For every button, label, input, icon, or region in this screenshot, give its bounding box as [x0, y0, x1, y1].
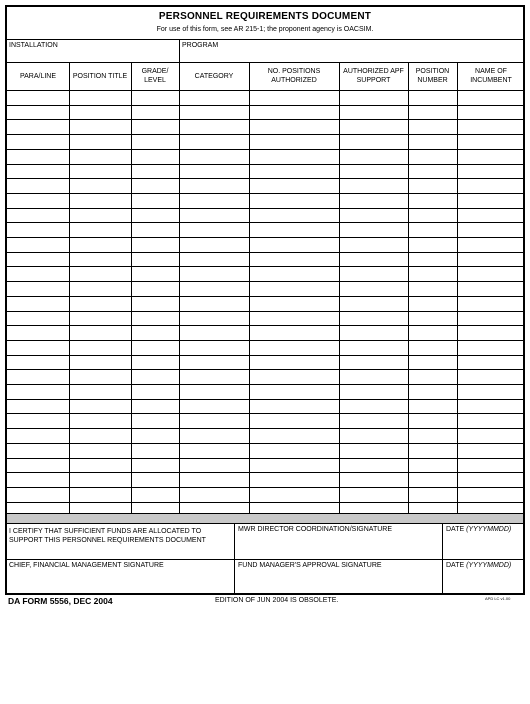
- table-cell[interactable]: [131, 252, 179, 267]
- table-cell[interactable]: [7, 178, 69, 193]
- certify-text: I CERTIFY THAT SUFFICIENT FUNDS ARE ALLOCATED TO SUPPORT THIS PERSONNEL REQUIREMENTS DOCUMENT: [9, 528, 206, 544]
- mwr-label: MWR DIRECTOR COORDINATION/SIGNATURE: [238, 526, 392, 533]
- table-cell[interactable]: [131, 134, 179, 149]
- table-cell[interactable]: [7, 252, 69, 267]
- table-cell[interactable]: [249, 458, 339, 473]
- table-cell[interactable]: [408, 252, 457, 267]
- table-cell[interactable]: [179, 443, 249, 458]
- table-cell[interactable]: [179, 487, 249, 502]
- table-cell[interactable]: [249, 266, 339, 281]
- table-cell[interactable]: [7, 369, 69, 384]
- column-header: AUTHORIZED APF SUPPORT: [343, 68, 404, 84]
- table-cell[interactable]: [249, 355, 339, 370]
- form-title: PERSONNEL REQUIREMENTS DOCUMENT: [158, 11, 372, 22]
- table-cell[interactable]: [457, 222, 525, 237]
- table-cell[interactable]: [408, 296, 457, 311]
- table-cell[interactable]: [69, 178, 131, 193]
- table-cell[interactable]: [7, 222, 69, 237]
- table-cell[interactable]: [457, 105, 525, 120]
- table-cell[interactable]: [69, 413, 131, 428]
- form-subtitle: For use of this form, see AR 215-1; the proponent agency is OACSIM.: [156, 26, 374, 33]
- table-cell[interactable]: [457, 428, 525, 443]
- table-cell[interactable]: [457, 311, 525, 326]
- table-cell[interactable]: [179, 178, 249, 193]
- table-cell[interactable]: [457, 237, 525, 252]
- table-cell[interactable]: [69, 296, 131, 311]
- table-cell[interactable]: [457, 458, 525, 473]
- table-cell[interactable]: [457, 266, 525, 281]
- table-cell[interactable]: [179, 413, 249, 428]
- table-cell[interactable]: [69, 134, 131, 149]
- table-cell[interactable]: [339, 487, 408, 502]
- column-header: POSITION TITLE: [72, 72, 128, 80]
- table-cell[interactable]: [249, 119, 339, 134]
- table-cell[interactable]: [131, 193, 179, 208]
- table-cell[interactable]: [249, 281, 339, 296]
- table-cell[interactable]: [457, 90, 525, 105]
- table-cell[interactable]: [69, 164, 131, 179]
- table-cell[interactable]: [249, 413, 339, 428]
- date-label-text: DATE: [446, 526, 465, 533]
- table-cell[interactable]: [339, 311, 408, 326]
- table-cell[interactable]: [179, 266, 249, 281]
- table-cell[interactable]: [179, 164, 249, 179]
- table-cell[interactable]: [457, 443, 525, 458]
- table-cell[interactable]: [69, 472, 131, 487]
- table-cell[interactable]: [339, 281, 408, 296]
- table-cell[interactable]: [249, 149, 339, 164]
- table-cell[interactable]: [408, 340, 457, 355]
- table-cell[interactable]: [179, 399, 249, 414]
- table-cell[interactable]: [457, 355, 525, 370]
- column-header: POSITION NUMBER: [415, 68, 450, 84]
- table-cell[interactable]: [131, 311, 179, 326]
- table-cell[interactable]: [69, 443, 131, 458]
- table-cell[interactable]: [179, 428, 249, 443]
- table-cell[interactable]: [131, 413, 179, 428]
- column-header: NO. POSITIONS AUTHORIZED: [267, 68, 321, 84]
- table-cell[interactable]: [69, 208, 131, 223]
- column-header: GRADE/ LEVEL: [141, 68, 169, 84]
- table-cell[interactable]: [7, 119, 69, 134]
- table-cell[interactable]: [7, 134, 69, 149]
- table-cell[interactable]: [339, 340, 408, 355]
- table-cell[interactable]: [249, 164, 339, 179]
- table-cell[interactable]: [339, 443, 408, 458]
- table-cell[interactable]: [69, 237, 131, 252]
- table-cell[interactable]: [69, 340, 131, 355]
- table-cell[interactable]: [179, 296, 249, 311]
- table-cell[interactable]: [249, 325, 339, 340]
- table-cell[interactable]: [249, 428, 339, 443]
- table-cell[interactable]: [408, 443, 457, 458]
- date-format: (YYYYMMDD): [466, 562, 512, 569]
- table-cell[interactable]: [131, 266, 179, 281]
- table-cell[interactable]: [69, 193, 131, 208]
- table-cell[interactable]: [69, 458, 131, 473]
- table-cell[interactable]: [131, 164, 179, 179]
- table-cell[interactable]: [7, 266, 69, 281]
- personnel-requirements-form: [5, 5, 525, 595]
- table-cell[interactable]: [69, 90, 131, 105]
- table-cell[interactable]: [179, 384, 249, 399]
- table-cell[interactable]: [249, 252, 339, 267]
- table-cell[interactable]: [7, 487, 69, 502]
- version-label: APD LC v1.00: [485, 596, 511, 601]
- table-cell[interactable]: [179, 119, 249, 134]
- table-cell[interactable]: [408, 208, 457, 223]
- table-cell[interactable]: [249, 90, 339, 105]
- table-cell[interactable]: [339, 355, 408, 370]
- table-cell[interactable]: [457, 178, 525, 193]
- table-cell[interactable]: [339, 266, 408, 281]
- table-cell[interactable]: [179, 193, 249, 208]
- mwr-signature-field[interactable]: [236, 524, 443, 559]
- table-cell[interactable]: [339, 222, 408, 237]
- table-cell[interactable]: [457, 413, 525, 428]
- table-cell[interactable]: [249, 487, 339, 502]
- table-cell[interactable]: [408, 193, 457, 208]
- table-cell[interactable]: [457, 252, 525, 267]
- table-cell[interactable]: [249, 178, 339, 193]
- program-field[interactable]: [180, 40, 525, 62]
- form-id: DA FORM 5556, DEC 2004: [8, 596, 113, 606]
- table-cell[interactable]: [339, 164, 408, 179]
- date-label: [446, 526, 511, 535]
- table-cell[interactable]: [339, 90, 408, 105]
- table-cell[interactable]: [408, 105, 457, 120]
- table-cell[interactable]: [131, 487, 179, 502]
- table-cell[interactable]: [249, 237, 339, 252]
- table-cell[interactable]: [7, 311, 69, 326]
- installation-label: INSTALLATION: [9, 42, 58, 49]
- table-cell[interactable]: [7, 384, 69, 399]
- separator-band: [7, 513, 523, 524]
- table-cell[interactable]: [339, 178, 408, 193]
- table-cell[interactable]: [249, 193, 339, 208]
- chief-signature-field[interactable]: [7, 560, 235, 595]
- edition-note: EDITION OF JUN 2004 IS OBSOLETE.: [215, 597, 339, 604]
- table-cell[interactable]: [249, 208, 339, 223]
- table-cell[interactable]: [69, 311, 131, 326]
- table-cell[interactable]: [131, 369, 179, 384]
- table-cell[interactable]: [179, 325, 249, 340]
- table-cell[interactable]: [339, 384, 408, 399]
- table-cell[interactable]: [7, 472, 69, 487]
- table-cell[interactable]: [7, 105, 69, 120]
- table-cell[interactable]: [69, 355, 131, 370]
- table-cell[interactable]: [457, 164, 525, 179]
- table-cell[interactable]: [457, 340, 525, 355]
- table-cell[interactable]: [131, 355, 179, 370]
- table-cell[interactable]: [408, 266, 457, 281]
- table-cell[interactable]: [179, 208, 249, 223]
- table-cell[interactable]: [131, 237, 179, 252]
- table-cell[interactable]: [179, 105, 249, 120]
- chief-label: CHIEF, FINANCIAL MANAGEMENT SIGNATURE: [9, 562, 164, 569]
- table-cell[interactable]: [69, 119, 131, 134]
- table-cell[interactable]: [457, 208, 525, 223]
- table-cell[interactable]: [408, 149, 457, 164]
- table-cell[interactable]: [131, 90, 179, 105]
- table-cell[interactable]: [179, 311, 249, 326]
- table-cell[interactable]: [179, 134, 249, 149]
- table-cell[interactable]: [408, 164, 457, 179]
- table-cell[interactable]: [69, 266, 131, 281]
- column-header: CATEGORY: [194, 72, 234, 80]
- table-cell[interactable]: [408, 413, 457, 428]
- table-cell[interactable]: [7, 413, 69, 428]
- table-cell[interactable]: [69, 105, 131, 120]
- date-format: (YYYYMMDD): [466, 526, 512, 533]
- table-cell[interactable]: [408, 134, 457, 149]
- table-cell[interactable]: [179, 252, 249, 267]
- table-cell[interactable]: [7, 325, 69, 340]
- table-cell[interactable]: [131, 325, 179, 340]
- table-cell[interactable]: [131, 384, 179, 399]
- table-cell[interactable]: [7, 164, 69, 179]
- table-cell[interactable]: [339, 208, 408, 223]
- table-cell[interactable]: [131, 105, 179, 120]
- table-cell[interactable]: [249, 105, 339, 120]
- date-label: [446, 562, 511, 571]
- table-cell[interactable]: [339, 252, 408, 267]
- table-cell[interactable]: [408, 325, 457, 340]
- table-cell[interactable]: [339, 193, 408, 208]
- table-cell[interactable]: [179, 472, 249, 487]
- table-cell[interactable]: [131, 340, 179, 355]
- table-cell[interactable]: [179, 458, 249, 473]
- table-cell[interactable]: [69, 281, 131, 296]
- table-cell[interactable]: [339, 413, 408, 428]
- table-cell[interactable]: [339, 428, 408, 443]
- table-cell[interactable]: [179, 281, 249, 296]
- table-cell[interactable]: [69, 325, 131, 340]
- table-cell[interactable]: [339, 458, 408, 473]
- fund-manager-label: FUND MANAGER'S APPROVAL SIGNATURE: [238, 562, 382, 569]
- table-cell[interactable]: [457, 369, 525, 384]
- table-cell[interactable]: [131, 119, 179, 134]
- table-cell[interactable]: [7, 355, 69, 370]
- table-cell[interactable]: [7, 237, 69, 252]
- table-cell[interactable]: [7, 193, 69, 208]
- table-cell[interactable]: [7, 399, 69, 414]
- table-cell[interactable]: [131, 399, 179, 414]
- column-header: PARA/LINE: [19, 72, 57, 80]
- table-cell[interactable]: [457, 281, 525, 296]
- table-cell[interactable]: [131, 296, 179, 311]
- table-cell[interactable]: [457, 325, 525, 340]
- table-cell[interactable]: [249, 399, 339, 414]
- table-cell[interactable]: [131, 443, 179, 458]
- table-cell[interactable]: [131, 281, 179, 296]
- table-cell[interactable]: [249, 472, 339, 487]
- date-field-1[interactable]: [444, 524, 525, 559]
- table-cell[interactable]: [179, 369, 249, 384]
- table-cell[interactable]: [457, 472, 525, 487]
- table-cell[interactable]: [457, 399, 525, 414]
- table-cell[interactable]: [457, 134, 525, 149]
- table-cell[interactable]: [408, 472, 457, 487]
- table-cell[interactable]: [339, 399, 408, 414]
- table-cell[interactable]: [179, 222, 249, 237]
- date-label-text: DATE: [446, 562, 465, 569]
- table-cell[interactable]: [249, 443, 339, 458]
- program-label: PROGRAM: [182, 42, 219, 49]
- table-cell[interactable]: [69, 252, 131, 267]
- table-cell[interactable]: [408, 355, 457, 370]
- table-cell[interactable]: [7, 340, 69, 355]
- table-cell[interactable]: [339, 472, 408, 487]
- table-cell[interactable]: [249, 369, 339, 384]
- table-cell[interactable]: [7, 458, 69, 473]
- table-cell[interactable]: [408, 369, 457, 384]
- table-cell[interactable]: [7, 149, 69, 164]
- table-cell[interactable]: [131, 149, 179, 164]
- table-cell[interactable]: [249, 384, 339, 399]
- table-cell[interactable]: [179, 355, 249, 370]
- table-cell[interactable]: [69, 428, 131, 443]
- column-header: NAME OF INCUMBENT: [470, 68, 512, 84]
- table-cell[interactable]: [339, 296, 408, 311]
- table-cell[interactable]: [339, 134, 408, 149]
- table-cell[interactable]: [408, 90, 457, 105]
- table-cell[interactable]: [408, 281, 457, 296]
- table-cell[interactable]: [131, 208, 179, 223]
- date-field-2[interactable]: [444, 560, 525, 595]
- table-cell[interactable]: [408, 237, 457, 252]
- table-cell[interactable]: [69, 399, 131, 414]
- table-cell[interactable]: [179, 149, 249, 164]
- table-cell[interactable]: [179, 340, 249, 355]
- table-cell[interactable]: [457, 193, 525, 208]
- table-cell[interactable]: [408, 311, 457, 326]
- table-cell[interactable]: [69, 487, 131, 502]
- fund-manager-signature-field[interactable]: [236, 560, 443, 595]
- table-cell[interactable]: [457, 384, 525, 399]
- table-cell[interactable]: [7, 90, 69, 105]
- table-cell[interactable]: [339, 149, 408, 164]
- table-cell[interactable]: [339, 119, 408, 134]
- table-cell[interactable]: [457, 487, 525, 502]
- table-cell[interactable]: [408, 399, 457, 414]
- table-cell[interactable]: [69, 222, 131, 237]
- table-cell[interactable]: [69, 384, 131, 399]
- table-cell[interactable]: [7, 428, 69, 443]
- table-cell[interactable]: [131, 222, 179, 237]
- table-cell[interactable]: [179, 90, 249, 105]
- table-cell[interactable]: [69, 369, 131, 384]
- table-cell[interactable]: [408, 222, 457, 237]
- table-cell[interactable]: [249, 222, 339, 237]
- table-cell[interactable]: [7, 296, 69, 311]
- table-cell[interactable]: [457, 149, 525, 164]
- table-cell[interactable]: [69, 149, 131, 164]
- table-cell[interactable]: [339, 105, 408, 120]
- table-cell[interactable]: [131, 472, 179, 487]
- table-cell[interactable]: [408, 458, 457, 473]
- table-cell[interactable]: [408, 384, 457, 399]
- table-cell[interactable]: [457, 119, 525, 134]
- table-cell[interactable]: [339, 369, 408, 384]
- table-cell[interactable]: [408, 428, 457, 443]
- table-cell[interactable]: [131, 178, 179, 193]
- table-cell[interactable]: [408, 119, 457, 134]
- table-cell[interactable]: [131, 458, 179, 473]
- table-cell[interactable]: [408, 178, 457, 193]
- table-cell[interactable]: [339, 325, 408, 340]
- table-cell[interactable]: [7, 281, 69, 296]
- table-cell[interactable]: [408, 487, 457, 502]
- certify-block: [7, 524, 235, 559]
- table-cell[interactable]: [249, 311, 339, 326]
- table-cell[interactable]: [457, 296, 525, 311]
- table-cell[interactable]: [339, 237, 408, 252]
- table-cell[interactable]: [7, 443, 69, 458]
- table-cell[interactable]: [179, 237, 249, 252]
- table-cell[interactable]: [131, 428, 179, 443]
- table-cell[interactable]: [249, 296, 339, 311]
- table-cell[interactable]: [249, 134, 339, 149]
- table-cell[interactable]: [7, 208, 69, 223]
- table-cell[interactable]: [249, 340, 339, 355]
